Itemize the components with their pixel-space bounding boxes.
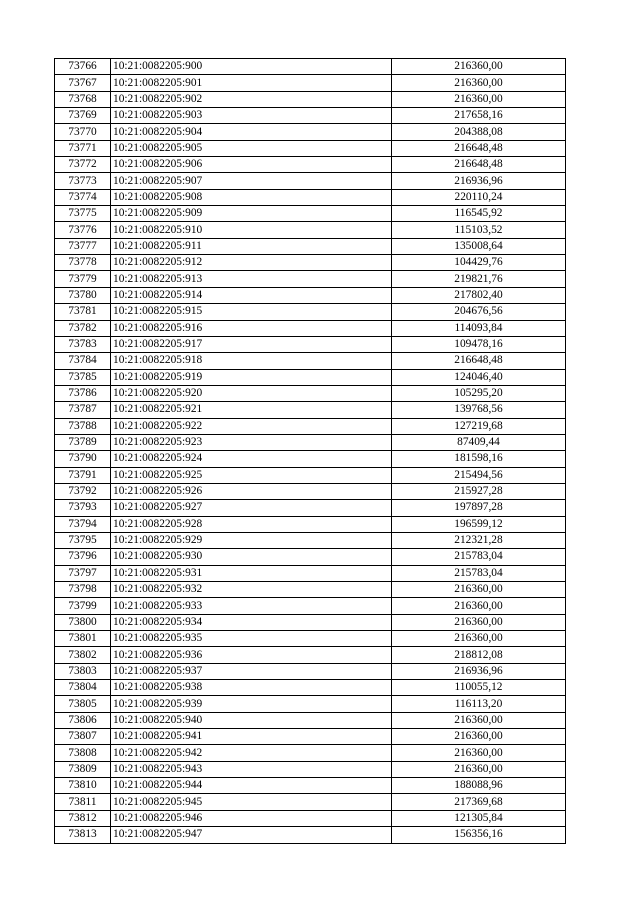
table-row [55,287,566,303]
value-cell: 219821,76 [392,271,566,287]
table-row [55,222,566,238]
row-id-cell: 73777 [55,238,111,254]
value-cell: 127219,68 [392,418,566,434]
row-id-cell: 73811 [55,794,111,810]
table-row [55,369,566,385]
cadastral-number-cell: 10:21:0082205:935 [111,631,392,647]
row-id-cell: 73791 [55,467,111,483]
row-id-cell: 73792 [55,483,111,499]
value-cell: 135008,64 [392,238,566,254]
row-id-cell: 73788 [55,418,111,434]
cadastral-number-cell: 10:21:0082205:917 [111,336,392,352]
row-id-cell: 73787 [55,402,111,418]
cadastral-number-cell: 10:21:0082205:914 [111,287,392,303]
value-cell: 196599,12 [392,516,566,532]
table-row [55,91,566,107]
value-cell: 216360,00 [392,91,566,107]
table-row [55,582,566,598]
table-row [55,402,566,418]
value-cell: 204676,56 [392,304,566,320]
table-row [55,271,566,287]
value-cell: 105295,20 [392,385,566,401]
value-cell: 217802,40 [392,287,566,303]
table-row [55,418,566,434]
table-row [55,385,566,401]
table-row [55,189,566,205]
row-id-cell: 73776 [55,222,111,238]
value-cell: 116113,20 [392,696,566,712]
cadastral-number-cell: 10:21:0082205:920 [111,385,392,401]
cadastral-number-cell: 10:21:0082205:913 [111,271,392,287]
row-id-cell: 73780 [55,287,111,303]
table-row [55,255,566,271]
cadastral-number-cell: 10:21:0082205:945 [111,794,392,810]
table-row [55,124,566,140]
row-id-cell: 73778 [55,255,111,271]
cadastral-number-cell: 10:21:0082205:905 [111,140,392,156]
cadastral-number-cell: 10:21:0082205:915 [111,304,392,320]
cadastral-number-cell: 10:21:0082205:908 [111,189,392,205]
cadastral-number-cell: 10:21:0082205:934 [111,614,392,630]
cadastral-number-cell: 10:21:0082205:927 [111,500,392,516]
value-cell: 156356,16 [392,827,566,843]
value-cell: 220110,24 [392,189,566,205]
cadastral-number-cell: 10:21:0082205:901 [111,75,392,91]
value-cell: 215783,04 [392,565,566,581]
value-cell: 216360,00 [392,614,566,630]
value-cell: 188088,96 [392,778,566,794]
table-row [55,516,566,532]
table-row [55,108,566,124]
table-row [55,827,566,843]
row-id-cell: 73767 [55,75,111,91]
table-row [55,238,566,254]
row-id-cell: 73779 [55,271,111,287]
table-row [55,647,566,663]
table-row [55,434,566,450]
table-row [55,59,566,75]
row-id-cell: 73769 [55,108,111,124]
cadastral-number-cell: 10:21:0082205:944 [111,778,392,794]
cadastral-number-cell: 10:21:0082205:937 [111,663,392,679]
row-id-cell: 73794 [55,516,111,532]
value-cell: 104429,76 [392,255,566,271]
value-cell: 216360,00 [392,582,566,598]
value-cell: 216936,96 [392,173,566,189]
row-id-cell: 73802 [55,647,111,663]
value-cell: 121305,84 [392,810,566,826]
cadastral-number-cell: 10:21:0082205:912 [111,255,392,271]
data-table [54,58,566,844]
row-id-cell: 73800 [55,614,111,630]
cadastral-number-cell: 10:21:0082205:930 [111,549,392,565]
row-id-cell: 73812 [55,810,111,826]
row-id-cell: 73772 [55,157,111,173]
row-id-cell: 73809 [55,761,111,777]
value-cell: 197897,28 [392,500,566,516]
cadastral-number-cell: 10:21:0082205:921 [111,402,392,418]
cadastral-number-cell: 10:21:0082205:939 [111,696,392,712]
cadastral-number-cell: 10:21:0082205:902 [111,91,392,107]
cadastral-number-cell: 10:21:0082205:924 [111,451,392,467]
table-row [55,467,566,483]
row-id-cell: 73784 [55,353,111,369]
table-row [55,631,566,647]
table-row [55,157,566,173]
table-row [55,761,566,777]
value-cell: 216936,96 [392,663,566,679]
row-id-cell: 73785 [55,369,111,385]
table-row [55,336,566,352]
value-cell: 216360,00 [392,598,566,614]
row-id-cell: 73768 [55,91,111,107]
row-id-cell: 73782 [55,320,111,336]
row-id-cell: 73781 [55,304,111,320]
cadastral-number-cell: 10:21:0082205:929 [111,532,392,548]
cadastral-number-cell: 10:21:0082205:925 [111,467,392,483]
value-cell: 216360,00 [392,761,566,777]
row-id-cell: 73798 [55,582,111,598]
row-id-cell: 73770 [55,124,111,140]
value-cell: 181598,16 [392,451,566,467]
table-row [55,745,566,761]
row-id-cell: 73797 [55,565,111,581]
table-row [55,598,566,614]
row-id-cell: 73807 [55,729,111,745]
value-cell: 217658,16 [392,108,566,124]
cadastral-number-cell: 10:21:0082205:916 [111,320,392,336]
value-cell: 218812,08 [392,647,566,663]
table-row [55,173,566,189]
table-row [55,663,566,679]
value-cell: 114093,84 [392,320,566,336]
cadastral-number-cell: 10:21:0082205:919 [111,369,392,385]
table-row [55,500,566,516]
value-cell: 216360,00 [392,729,566,745]
cadastral-number-cell: 10:21:0082205:900 [111,59,392,75]
cadastral-number-cell: 10:21:0082205:926 [111,483,392,499]
table-row [55,712,566,728]
row-id-cell: 73803 [55,663,111,679]
row-id-cell: 73773 [55,173,111,189]
table-row [55,353,566,369]
value-cell: 216360,00 [392,745,566,761]
row-id-cell: 73774 [55,189,111,205]
value-cell: 216648,48 [392,353,566,369]
row-id-cell: 73806 [55,712,111,728]
table-row [55,206,566,222]
value-cell: 124046,40 [392,369,566,385]
table-row [55,565,566,581]
value-cell: 115103,52 [392,222,566,238]
table-row [55,320,566,336]
table-row [55,140,566,156]
row-id-cell: 73796 [55,549,111,565]
row-id-cell: 73795 [55,532,111,548]
cadastral-number-cell: 10:21:0082205:938 [111,680,392,696]
value-cell: 216360,00 [392,59,566,75]
row-id-cell: 73775 [55,206,111,222]
cadastral-number-cell: 10:21:0082205:906 [111,157,392,173]
value-cell: 109478,16 [392,336,566,352]
row-id-cell: 73808 [55,745,111,761]
cadastral-number-cell: 10:21:0082205:923 [111,434,392,450]
cadastral-number-cell: 10:21:0082205:909 [111,206,392,222]
value-cell: 216648,48 [392,157,566,173]
value-cell: 204388,08 [392,124,566,140]
table-row [55,810,566,826]
cadastral-number-cell: 10:21:0082205:941 [111,729,392,745]
table-row [55,794,566,810]
table-row [55,614,566,630]
cadastral-number-cell: 10:21:0082205:911 [111,238,392,254]
value-cell: 215783,04 [392,549,566,565]
table-row [55,532,566,548]
table-row [55,680,566,696]
table-row [55,696,566,712]
value-cell: 110055,12 [392,680,566,696]
cadastral-number-cell: 10:21:0082205:928 [111,516,392,532]
value-cell: 216360,00 [392,631,566,647]
cadastral-number-cell: 10:21:0082205:910 [111,222,392,238]
cadastral-number-cell: 10:21:0082205:903 [111,108,392,124]
row-id-cell: 73810 [55,778,111,794]
cadastral-number-cell: 10:21:0082205:943 [111,761,392,777]
table-row [55,483,566,499]
table-row [55,778,566,794]
row-id-cell: 73804 [55,680,111,696]
table-row [55,549,566,565]
row-id-cell: 73783 [55,336,111,352]
value-cell: 212321,28 [392,532,566,548]
cadastral-number-cell: 10:21:0082205:947 [111,827,392,843]
row-id-cell: 73813 [55,827,111,843]
row-id-cell: 73799 [55,598,111,614]
cadastral-number-cell: 10:21:0082205:918 [111,353,392,369]
cadastral-number-cell: 10:21:0082205:922 [111,418,392,434]
row-id-cell: 73786 [55,385,111,401]
row-id-cell: 73771 [55,140,111,156]
cadastral-number-cell: 10:21:0082205:940 [111,712,392,728]
cadastral-number-cell: 10:21:0082205:933 [111,598,392,614]
table-body [55,59,566,844]
value-cell: 139768,56 [392,402,566,418]
value-cell: 217369,68 [392,794,566,810]
value-cell: 216360,00 [392,75,566,91]
table-row [55,729,566,745]
value-cell: 216648,48 [392,140,566,156]
row-id-cell: 73793 [55,500,111,516]
table-row [55,451,566,467]
value-cell: 116545,92 [392,206,566,222]
cadastral-number-cell: 10:21:0082205:932 [111,582,392,598]
cadastral-number-cell: 10:21:0082205:907 [111,173,392,189]
cadastral-number-cell: 10:21:0082205:946 [111,810,392,826]
row-id-cell: 73789 [55,434,111,450]
value-cell: 87409,44 [392,434,566,450]
cadastral-number-cell: 10:21:0082205:942 [111,745,392,761]
row-id-cell: 73790 [55,451,111,467]
cadastral-number-cell: 10:21:0082205:904 [111,124,392,140]
value-cell: 215494,56 [392,467,566,483]
value-cell: 216360,00 [392,712,566,728]
table-row [55,75,566,91]
row-id-cell: 73766 [55,59,111,75]
value-cell: 215927,28 [392,483,566,499]
row-id-cell: 73801 [55,631,111,647]
cadastral-number-cell: 10:21:0082205:936 [111,647,392,663]
cadastral-number-cell: 10:21:0082205:931 [111,565,392,581]
table-row [55,304,566,320]
row-id-cell: 73805 [55,696,111,712]
